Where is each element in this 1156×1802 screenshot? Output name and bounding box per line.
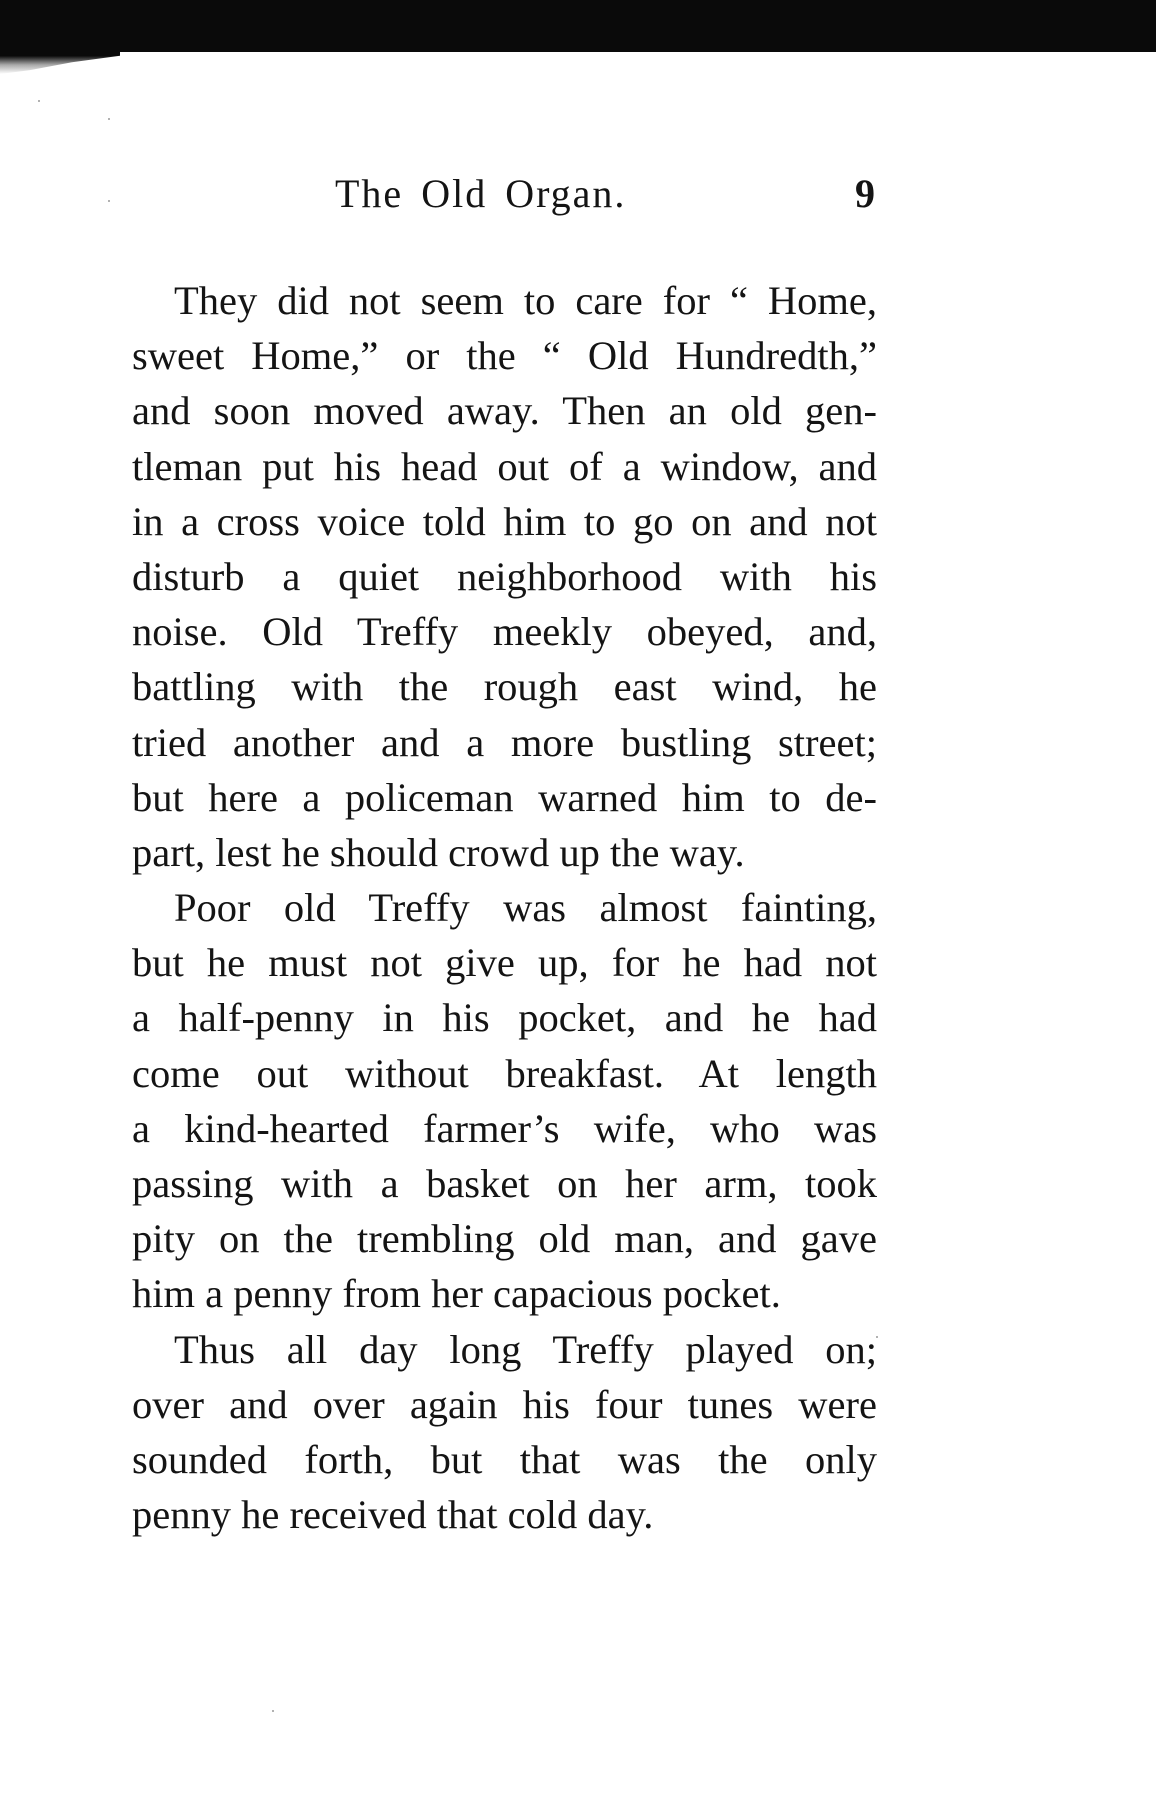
text-line: tried another and a more bustling street; (132, 719, 877, 765)
text-line: tleman put his head out of a window, and (132, 443, 877, 489)
text-line: a half-penny in his pocket, and he had (132, 995, 877, 1041)
running-head (130, 170, 875, 220)
text-line: over and over again his four tunes were (132, 1381, 877, 1427)
text-line: but he must not give up, for he had not (132, 940, 877, 986)
scan-top-edge-shadow (0, 48, 120, 74)
text-line: penny he received that cold day. (132, 1492, 654, 1538)
text-line: Thus all day long Treffy played on; (174, 1326, 877, 1372)
scan-speck (272, 1710, 274, 1712)
scan-top-edge (0, 0, 1156, 52)
text-line: in a cross voice told him to go on and not (132, 498, 877, 544)
text-line: him a penny from her capacious pocket. (132, 1271, 781, 1317)
text-line: and soon moved away. Then an old gen- (132, 388, 877, 434)
body-text (132, 273, 877, 1542)
text-line: part, lest he should crowd up the way. (132, 829, 745, 875)
scan-speck (108, 200, 110, 202)
page-number: 9 (855, 171, 875, 216)
paragraph (132, 273, 877, 880)
text-line: come out without breakfast. At length (132, 1050, 877, 1096)
text-line: sweet Home,” or the “ Old Hundredth,” (132, 333, 877, 379)
text-line: passing with a basket on her arm, took (132, 1161, 877, 1206)
text-line: but here a policeman warned him to de- (132, 774, 877, 820)
text-line: Poor old Treffy was almost fainting, (174, 885, 877, 931)
text-line: battling with the rough east wind, he (132, 664, 877, 710)
text-line: a kind-hearted farmer’s wife, who was (132, 1105, 877, 1151)
scan-speck (108, 118, 110, 120)
text-line: sounded forth, but that was the only (132, 1436, 877, 1482)
paragraph (132, 880, 877, 1322)
text-line: pity on the trembling old man, and gave (132, 1216, 877, 1262)
scan-speck (38, 100, 40, 102)
running-title: The Old Organ. (335, 171, 627, 216)
paragraph (132, 1322, 877, 1543)
text-line: disturb a quiet neighborhood with his (132, 553, 877, 599)
text-line: They did not seem to care for “ Home, (174, 278, 877, 323)
text-line: noise. Old Treffy meekly obeyed, and, (132, 609, 877, 655)
